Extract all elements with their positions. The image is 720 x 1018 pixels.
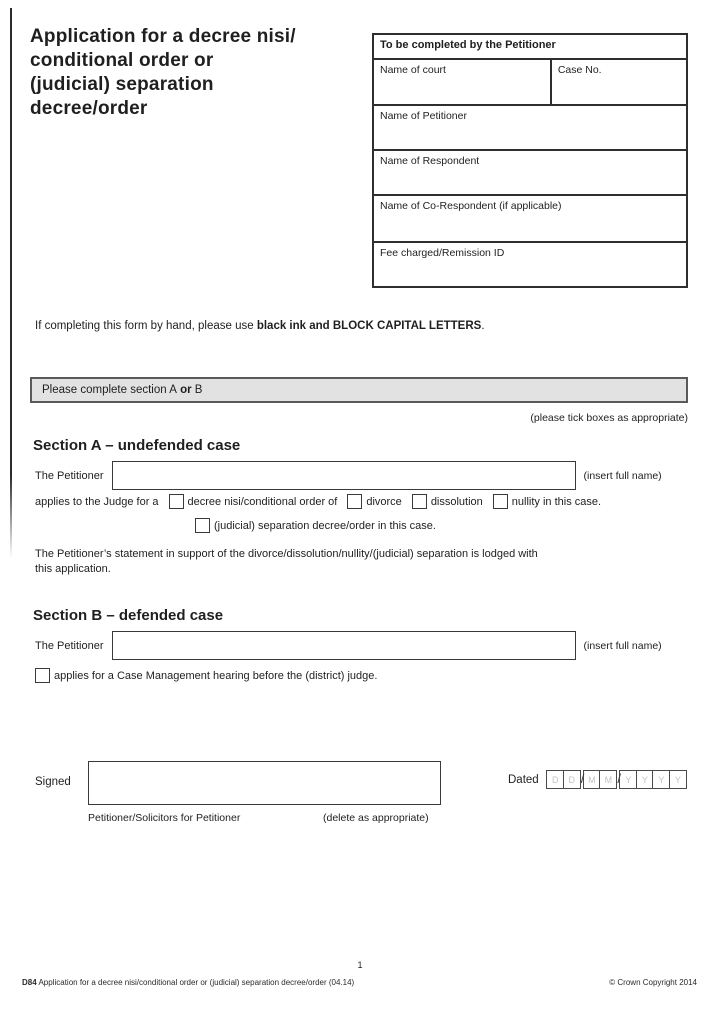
scan-artifact-line (10, 8, 12, 558)
name-of-respondent-field[interactable] (374, 149, 686, 194)
fee-charged-label: Fee charged/Remission ID (380, 247, 505, 259)
date-month-cell[interactable]: M (583, 770, 601, 789)
name-of-petitioner-label: Name of Petitioner (380, 110, 467, 122)
decree-nisi-checkbox[interactable] (169, 494, 184, 509)
section-a-petitioner-row (35, 461, 662, 490)
tick-boxes-note: (please tick boxes as appropriate) (530, 412, 688, 424)
page-title-line: conditional order or (30, 50, 214, 71)
section-b-petitioner-name-input[interactable] (112, 631, 576, 660)
fee-charged-field[interactable] (374, 241, 686, 286)
date-year-cell[interactable]: Y (636, 770, 654, 789)
section-a-insert-name-note: (insert full name) (583, 469, 662, 482)
date-year-cell[interactable]: Y (619, 770, 637, 789)
case-no-field[interactable] (552, 60, 686, 104)
nullity-checkbox[interactable] (493, 494, 508, 509)
section-a-applies-row (35, 494, 601, 509)
page-title-line: (judicial) separation (30, 74, 214, 95)
nullity-label: nullity in this case. (511, 495, 602, 508)
page-footer (22, 978, 697, 987)
hand-note-suffix: . (481, 320, 485, 332)
section-b-insert-name-note: (insert full name) (583, 639, 662, 652)
name-of-petitioner-field[interactable] (374, 104, 686, 149)
page-title-line: Application for a decree nisi/ (30, 26, 296, 47)
section-b-petitioner-row (35, 631, 662, 660)
date-month-cell[interactable]: M (599, 770, 617, 789)
footer-form-reference (22, 978, 354, 987)
date-day-cell[interactable]: D (546, 770, 564, 789)
date-input (548, 770, 687, 789)
case-management-label: applies for a Case Management hearing before the (district) judge. (54, 669, 378, 682)
section-a-applies-prefix: applies to the Judge for a (35, 495, 159, 508)
name-of-co-respondent-field[interactable] (374, 194, 686, 241)
signature-input[interactable] (88, 761, 441, 805)
judicial-separation-checkbox[interactable] (195, 518, 210, 533)
dissolution-checkbox[interactable] (412, 494, 427, 509)
petitioner-info-box (372, 33, 688, 288)
section-b-cmh-row (35, 668, 377, 683)
hand-note-bold: black ink and BLOCK CAPITAL LETTERS (256, 320, 482, 332)
name-of-co-respondent-label: Name of Co-Respondent (if applicable) (380, 200, 562, 212)
case-no-label: Case No. (557, 64, 602, 76)
section-b-heading: Section B – defended case (33, 607, 224, 624)
footer-form-title: Application for a decree nisi/conditional order or (judicial) separation decree/order (04.14) (36, 978, 355, 987)
section-a-separation-row (195, 518, 436, 533)
page-number: 1 (357, 960, 363, 970)
case-management-checkbox[interactable] (35, 668, 50, 683)
dated-row (508, 770, 687, 789)
name-of-court-field[interactable] (374, 60, 552, 104)
date-separator: / (580, 771, 585, 786)
decree-nisi-label: decree nisi/conditional order of (187, 495, 338, 508)
name-of-respondent-label: Name of Respondent (380, 155, 480, 167)
dissolution-label: dissolution (430, 495, 483, 508)
date-year-cell[interactable]: Y (652, 770, 670, 789)
date-day-cell[interactable]: D (563, 770, 581, 789)
judicial-separation-label: (judicial) separation decree/order in this case. (214, 519, 436, 532)
page-title (30, 25, 296, 121)
banner-prefix: Please complete section A (42, 384, 177, 396)
complete-section-banner (30, 377, 688, 403)
banner-suffix: B (194, 384, 203, 396)
date-year-cell[interactable]: Y (669, 770, 687, 789)
dated-label: Dated (508, 773, 539, 786)
court-caseno-row (374, 58, 686, 104)
section-a-petitioner-name-input[interactable] (112, 461, 576, 490)
divorce-checkbox[interactable] (347, 494, 362, 509)
hand-completion-note (35, 320, 485, 332)
name-of-court-label: Name of court (380, 64, 446, 76)
signed-caption: Petitioner/Solicitors for Petitioner (88, 812, 241, 824)
page-title-line: decree/order (30, 98, 148, 119)
delete-as-appropriate-note: (delete as appropriate) (323, 812, 429, 824)
statement-line: The Petitioner’s statement in support of the divorce/dissolution/nullity/(judicial) separation is lodged with (35, 548, 538, 560)
hand-note-prefix: If completing this form by hand, please use (35, 320, 257, 332)
section-a-statement (35, 547, 538, 577)
section-a-petitioner-label: The Petitioner (35, 469, 104, 482)
footer-copyright: © Crown Copyright 2014 (609, 978, 697, 987)
section-a-heading: Section A – undefended case (33, 437, 241, 454)
signed-label: Signed (35, 776, 71, 788)
divorce-label: divorce (366, 495, 402, 508)
date-separator: / (617, 771, 621, 786)
footer-form-code: D84 (22, 978, 37, 987)
section-b-petitioner-label: The Petitioner (35, 639, 104, 652)
banner-or: or (180, 384, 192, 396)
petitioner-box-header: To be completed by the Petitioner (380, 39, 556, 51)
statement-line: this application. (35, 563, 111, 575)
